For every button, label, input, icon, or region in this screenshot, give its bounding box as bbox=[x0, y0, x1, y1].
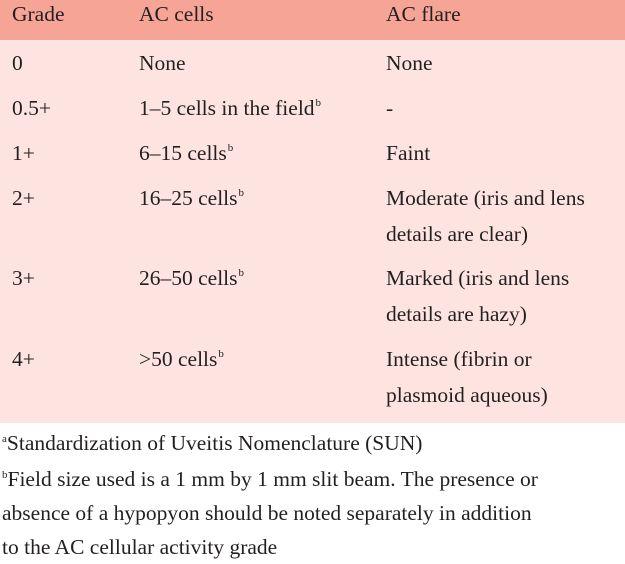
grade-cell: 0.5+ bbox=[12, 96, 52, 120]
header-ac-flare: AC flare bbox=[386, 2, 461, 26]
cells-cell: 6–15 cells$^b$ bbox=[139, 141, 234, 165]
flare-cell: None bbox=[386, 51, 433, 75]
grade-cell: 2+ bbox=[12, 186, 35, 210]
grade-cell: 3+ bbox=[12, 266, 35, 290]
flare-cell-line1: Intense (fibrin or bbox=[386, 347, 532, 371]
footnote-marker: b bbox=[315, 97, 322, 109]
footnote-b-marker: b bbox=[2, 469, 8, 481]
cells-cell: None bbox=[139, 51, 186, 75]
cells-cell: >50 cells$^b$ bbox=[139, 347, 224, 371]
grade-cell: 1+ bbox=[12, 141, 35, 165]
grade-cell: 4+ bbox=[12, 347, 35, 371]
table-header bbox=[0, 0, 625, 40]
footnote-marker: b bbox=[238, 267, 245, 279]
footnote-marker: b bbox=[227, 142, 234, 154]
flare-cell-line2: details are clear) bbox=[386, 222, 529, 246]
footnote-b-line2: absence of a hypopyon should be noted separately in addition bbox=[2, 501, 532, 525]
footnote-b-line1: $^b$Field size used is a 1 mm by 1 mm slit beam. The presence or bbox=[2, 467, 538, 491]
cells-cell: 1–5 cells in the field$^b$ bbox=[139, 96, 322, 120]
flare-cell: Faint bbox=[386, 141, 431, 165]
flare-cell-line2: details are hazy) bbox=[386, 302, 527, 326]
grade-cell: 0 bbox=[12, 51, 23, 75]
flare-cell: - bbox=[386, 96, 394, 120]
header-ac-cells: AC cells bbox=[139, 2, 214, 26]
flare-cell-line1: Moderate (iris and lens bbox=[386, 186, 585, 210]
footnote-marker: b bbox=[218, 348, 224, 360]
footnote-a-marker: a bbox=[2, 433, 7, 445]
cells-cell: 16–25 cells$^b$ bbox=[139, 186, 245, 210]
flare-cell-line2: plasmoid aqueous) bbox=[386, 383, 548, 407]
header-grade: Grade bbox=[12, 2, 65, 26]
footnote-b-line3: to the AC cellular activity grade bbox=[2, 535, 278, 559]
footnote-marker: b bbox=[238, 187, 245, 199]
footnote-a: $^a$Standardization of Uveitis Nomenclature (SUN) bbox=[2, 431, 423, 455]
cells-cell: 26–50 cells$^b$ bbox=[139, 266, 245, 290]
flare-cell-line1: Marked (iris and lens bbox=[386, 266, 570, 290]
